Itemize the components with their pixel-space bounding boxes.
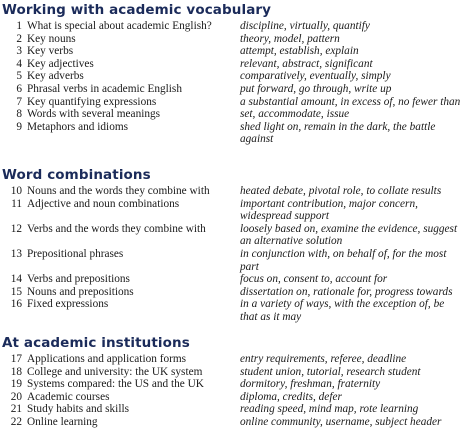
item-examples: in conjunction with, on behalf of, for the most part: [240, 247, 447, 273]
list-item: [0, 378, 464, 391]
list-item: [0, 33, 464, 46]
item-examples: reading speed, mind map, rote learning: [240, 403, 419, 416]
item-number: 18: [10, 365, 22, 378]
item-topic: Nouns and prepositions: [27, 285, 134, 298]
list-item: [0, 248, 464, 273]
item-topic: Key nouns: [27, 32, 76, 45]
item-number: 3: [16, 45, 22, 58]
section-heading: Working with academic vocabulary: [2, 2, 272, 18]
item-number: 8: [16, 108, 22, 121]
item-number: 5: [16, 70, 22, 83]
section-items: [0, 185, 464, 324]
item-number: 10: [10, 185, 22, 197]
item-examples: comparatively, eventually, simply: [240, 70, 391, 83]
item-topic: Nouns and the words they combine with: [27, 185, 210, 197]
list-item: [0, 58, 464, 71]
item-examples: attempt, establish, explain: [240, 45, 359, 58]
list-item: [0, 20, 464, 33]
list-item: [0, 108, 464, 121]
item-number: 2: [16, 32, 22, 45]
list-item: [0, 70, 464, 83]
item-examples: set, accommodate, issue: [240, 108, 350, 121]
item-examples: focus on, consent to, account for: [240, 273, 388, 286]
item-topic: Words with several meanings: [27, 108, 161, 121]
item-examples: in a variety of ways, with the exception of, be that as it may: [240, 298, 445, 323]
item-number: 11: [11, 197, 22, 210]
item-topic: Academic courses: [27, 390, 110, 403]
section-heading: Word combinations: [2, 167, 151, 183]
item-topic: Key verbs: [27, 45, 74, 58]
item-topic: Study habits and skills: [27, 403, 129, 416]
item-topic: Online learning: [27, 415, 98, 428]
item-number: 12: [10, 222, 22, 235]
item-topic: Verbs and the words they combine with: [27, 222, 206, 235]
item-topic: Key adjectives: [27, 57, 94, 70]
item-examples: theory, model, pattern: [240, 32, 340, 45]
item-examples: important contribution, major concern, widespread support: [240, 197, 418, 223]
item-number: 14: [10, 273, 22, 286]
item-topic: Prepositional phrases: [27, 247, 124, 260]
list-item: [0, 403, 464, 416]
section-items: [0, 353, 464, 429]
item-topic: Applications and application forms: [27, 353, 187, 365]
item-examples: put forward, go through, write up: [240, 82, 392, 95]
item-topic: Verbs and prepositions: [27, 273, 130, 286]
list-item: [0, 391, 464, 404]
item-examples: a substantial amount, in excess of, no fewer than: [240, 95, 461, 108]
list-item: [0, 416, 464, 429]
section-at-academic-institutions: [0, 335, 464, 429]
item-number: 13: [10, 247, 22, 260]
item-number: 16: [10, 298, 22, 311]
list-item: [0, 366, 464, 379]
item-number: 7: [16, 95, 22, 108]
item-examples: dormitory, freshman, fraternity: [240, 378, 381, 391]
item-examples: dissertation on, rationale for, progress towards: [240, 285, 453, 298]
list-item: [0, 223, 464, 248]
item-number: 15: [10, 285, 22, 298]
list-item: [0, 286, 464, 299]
item-topic: Phrasal verbs in academic English: [27, 82, 182, 95]
item-examples: discipline, virtually, quantify: [240, 20, 370, 32]
item-examples: relevant, abstract, significant: [240, 57, 373, 70]
list-item: [0, 121, 464, 146]
item-examples: shed light on, remain in the dark, the battle against: [240, 120, 436, 146]
item-topic: Metaphors and idioms: [27, 120, 129, 133]
item-topic: Adjective and noun combinations: [27, 197, 180, 210]
list-item: [0, 96, 464, 109]
item-topic: Fixed expressions: [27, 298, 109, 311]
item-examples: entry requirements, referee, deadline: [240, 353, 407, 365]
list-item: [0, 273, 464, 286]
section-heading: At academic institutions: [2, 335, 190, 351]
item-number: 17: [10, 353, 22, 365]
item-number: 1: [16, 20, 22, 32]
item-examples: online community, username, subject header: [240, 415, 442, 428]
item-topic: College and university: the UK system: [27, 365, 203, 378]
list-item: [0, 353, 464, 366]
item-examples: student union, tutorial, research student: [240, 365, 421, 378]
item-topic: What is special about academic English?: [27, 20, 212, 32]
item-examples: heated debate, pivotal role, to collate results: [240, 185, 442, 197]
item-topic: Key quantifying expressions: [27, 95, 157, 108]
list-item: [0, 83, 464, 96]
item-number: 4: [16, 57, 22, 70]
list-item: [0, 45, 464, 58]
list-item: [0, 198, 464, 223]
section-items: [0, 20, 464, 146]
item-number: 6: [16, 82, 22, 95]
item-number: 22: [10, 415, 22, 428]
section-working-with-academic-vocabulary: [0, 2, 464, 146]
item-examples: diploma, credits, defer: [240, 390, 342, 403]
section-word-combinations: [0, 167, 464, 324]
item-number: 20: [10, 390, 22, 403]
item-number: 21: [10, 403, 22, 416]
item-topic: Key adverbs: [27, 70, 84, 83]
item-number: 9: [16, 120, 22, 133]
list-item: [0, 298, 464, 323]
item-number: 19: [10, 378, 22, 391]
item-examples: loosely based on, examine the evidence, suggest an alternative solution: [240, 222, 458, 248]
item-topic: Systems compared: the US and the UK: [27, 378, 204, 391]
list-item: [0, 185, 464, 198]
